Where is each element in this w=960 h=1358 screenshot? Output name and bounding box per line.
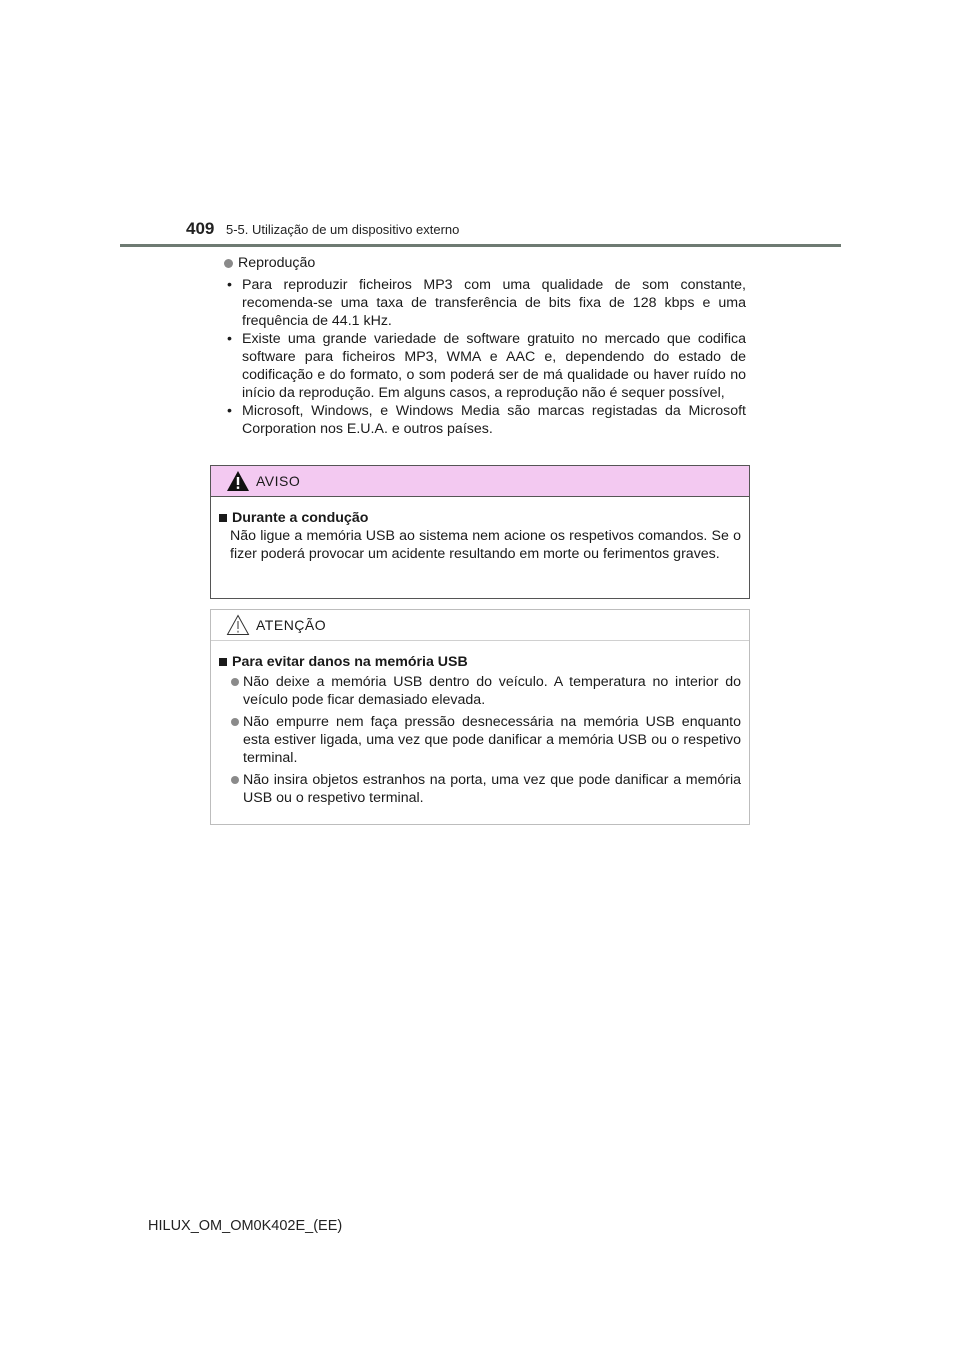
section-heading xyxy=(224,254,746,272)
warning-text: Não ligue a memória USB ao sistema nem acione os respetivos comandos. Se o fizer poderá provocar um acidente resultando em morte ou ferimentos graves. xyxy=(230,528,741,562)
list-item: Não insira objetos estranhos na porta, uma vez que pode danificar a memória USB ou o respetivo terminal. xyxy=(219,771,741,807)
caution-heading-text: Para evitar danos na memória USB xyxy=(232,654,468,670)
reproduction-section xyxy=(224,254,746,438)
caution-box xyxy=(210,609,750,825)
warning-triangle-icon xyxy=(226,470,250,492)
square-bullet-icon xyxy=(219,658,227,666)
header-divider xyxy=(120,244,841,247)
caution-box-body xyxy=(211,641,749,807)
caution-list xyxy=(219,673,741,807)
square-bullet-icon xyxy=(219,514,227,522)
caution-heading xyxy=(219,653,741,671)
warning-heading-text: Durante a condução xyxy=(232,510,369,526)
list-item: • Existe uma grande variedade de software gratuito no mercado que codifica software para ficheiros MP3, WMA e AAC e, dependendo do estado de codificação e do formato, o som poderá ser de má qualidade ou haver ruído no início da reprodução. Em alguns casos, a reprodução não é sequer possível, xyxy=(224,330,746,402)
caution-box-header xyxy=(211,610,749,641)
warning-box-body xyxy=(211,497,749,563)
caution-label: ATENÇÃO xyxy=(256,617,327,633)
list-item: • Microsoft, Windows, e Windows Media são marcas registadas da Microsoft Corporation nos E.U.A. e outros países. xyxy=(224,402,746,438)
warning-heading xyxy=(219,509,741,527)
list-item: • Para reproduzir ficheiros MP3 com uma qualidade de som constante, recomenda-se uma taxa de transferência de bits fixa de 128 kbps e uma frequência de 44.1 kHz. xyxy=(224,276,746,330)
warning-box xyxy=(210,465,750,599)
page-number: 409 xyxy=(186,219,215,238)
chapter-title: 5-5. Utilização de um dispositivo externo xyxy=(226,222,460,237)
warning-label: AVISO xyxy=(256,473,301,489)
document-code: HILUX_OM_OM0K402E_(EE) xyxy=(148,1218,343,1234)
page-header xyxy=(186,219,846,245)
caution-triangle-icon xyxy=(226,614,250,636)
warning-box-header xyxy=(211,466,749,497)
list-item: Não deixe a memória USB dentro do veículo. A temperatura no interior do veículo pode ficar demasiado elevada. xyxy=(219,673,741,709)
bullet-list xyxy=(224,276,746,438)
list-item: Não empurre nem faça pressão desnecessária na memória USB enquanto esta estiver ligada, uma vez que pode danificar a memória USB ou o respetivo terminal. xyxy=(219,713,741,767)
section-title: Reprodução xyxy=(238,255,316,271)
circle-bullet-icon xyxy=(224,259,233,268)
